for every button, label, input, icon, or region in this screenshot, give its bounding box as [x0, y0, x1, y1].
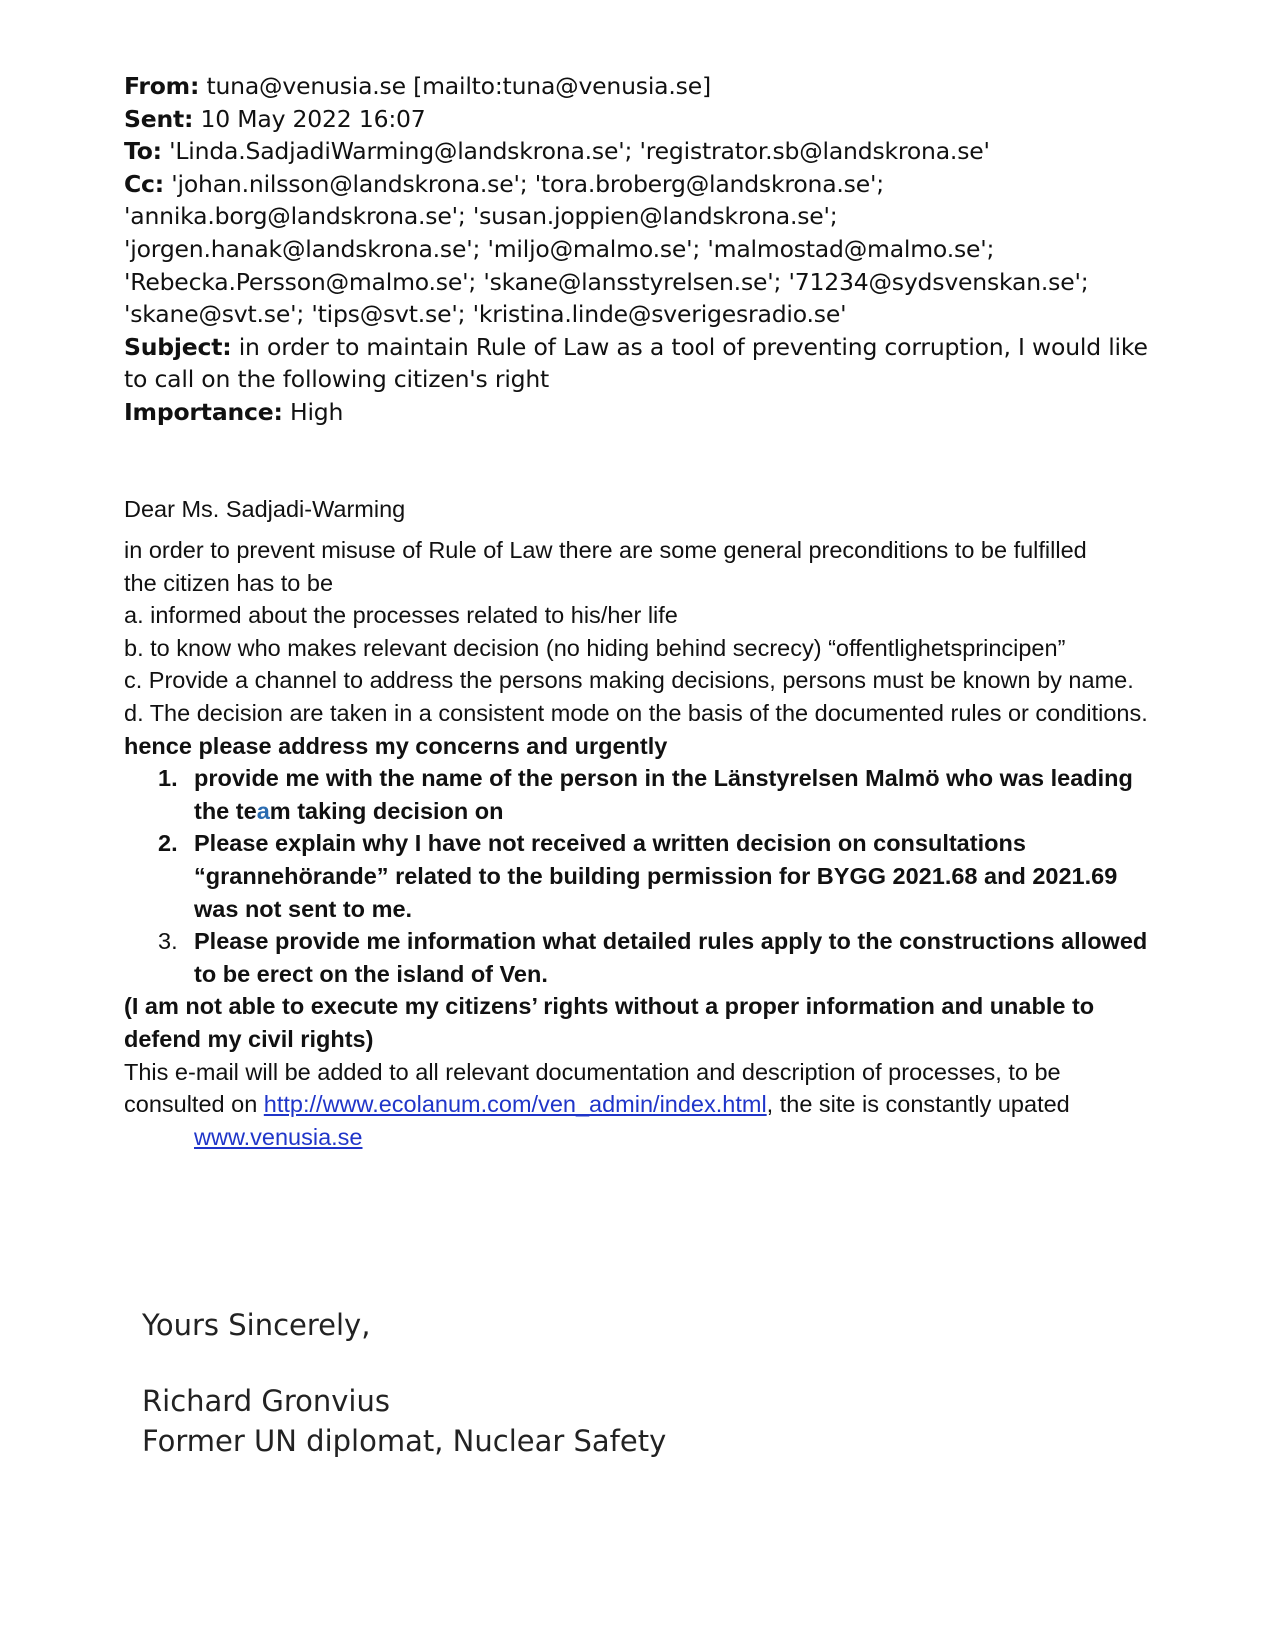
condition-item: d. The decision are taken in a consistent mode on the basis of the documented rules or conditions.	[124, 699, 1148, 726]
closing-text: This e-mail will be added to all relevant documentation and description of processes, to be consulted on	[124, 1058, 1061, 1118]
request-heading: hence please address my concerns and urgently	[124, 732, 668, 759]
condition-item: b. to know who makes relevant decision (no hiding behind secrecy) “offentlighetsprincipen”	[124, 634, 1066, 661]
to-label: To:	[124, 137, 162, 166]
request-text: Please provide me information what detailed rules apply to the constructions allowed to be erect on the island of Ven.	[194, 928, 1148, 987]
request-text: Please explain why I have not received a written decision on consultations “grannehörande” related to the building permission for BYGG 2021.68 and 2021.69 was not sent to me.	[194, 830, 1118, 922]
cc-line	[124, 168, 1164, 201]
request-text-accent: a	[256, 797, 270, 824]
signature-name: Richard Gronvius	[142, 1384, 390, 1418]
cc-value-line: 'annika.borg@landskrona.se'; 'susan.joppien@landskrona.se';	[124, 202, 838, 231]
from-line	[124, 70, 1164, 103]
signature-spacer	[142, 1345, 666, 1381]
intro-paragraph: in order to prevent misuse of Rule of Law there are some general preconditions to be fulfilled	[124, 537, 1087, 563]
signature-block	[142, 1305, 666, 1461]
cc-value-line: 'johan.nilsson@landskrona.se'; 'tora.broberg@landskrona.se';	[171, 169, 884, 198]
subject-value: in order to maintain Rule of Law as a tool of preventing corruption, I would like to call on the following citizen's right	[124, 332, 1148, 394]
signature-title: Former UN diplomat, Nuclear Safety	[142, 1424, 667, 1458]
request-number: 3.	[158, 928, 178, 955]
website-line	[124, 1121, 1164, 1154]
ecolanum-link[interactable]: http://www.ecolanum.com/ven_admin/index.html	[263, 1091, 767, 1118]
citizen-line: the citizen has to be	[124, 569, 334, 596]
from-value: tuna@venusia.se [mailto:tuna@venusia.se]	[206, 72, 711, 100]
sent-label: Sent:	[124, 104, 194, 133]
cc-value-line: 'skane@svt.se'; 'tips@svt.se'; 'kristina.linde@sverigesradio.se'	[124, 300, 847, 329]
request-list	[124, 762, 1164, 990]
closing-paragraph	[124, 1056, 1164, 1121]
request-number: 1.	[158, 765, 178, 792]
cc-value-line: 'Rebecka.Persson@malmo.se'; 'skane@lansstyrelsen.se'; '71234@sydsvenskan.se';	[124, 267, 1089, 296]
cc-value-line: 'jorgen.hanak@landskrona.se'; 'miljo@malmo.se'; 'malmostad@malmo.se';	[124, 234, 995, 263]
request-text: provide me with the name of the person in the Länstyrelsen Malmö who was leading the te	[194, 765, 1133, 824]
email-body	[124, 534, 1164, 1153]
email-header	[124, 70, 1164, 429]
sent-line	[124, 103, 1164, 136]
importance-label: Importance:	[124, 397, 283, 426]
condition-item: a. informed about the processes related to his/her life	[124, 602, 678, 629]
request-item	[124, 762, 1164, 827]
from-label: From:	[124, 72, 200, 100]
to-value: 'Linda.SadjadiWarming@landskrona.se'; 'registrator.sb@landskrona.se'	[169, 137, 990, 166]
to-line	[124, 135, 1164, 168]
cc-label: Cc:	[124, 169, 164, 198]
sent-value: 10 May 2022 16:07	[200, 104, 426, 133]
subject-label: Subject:	[124, 332, 232, 361]
importance-value: High	[289, 397, 344, 426]
greeting: Dear Ms. Sadjadi-Warming	[124, 495, 406, 522]
subject-line	[124, 331, 1164, 396]
venusia-link[interactable]: www.venusia.se	[194, 1123, 363, 1150]
request-item	[124, 925, 1164, 990]
condition-item: c. Provide a channel to address the persons making decisions, persons must be known by name.	[124, 667, 1134, 694]
request-text: m taking decision on	[269, 797, 504, 824]
importance-line	[124, 396, 1164, 429]
signature-closing: Yours Sincerely,	[142, 1308, 371, 1342]
rights-note: (I am not able to execute my citizens’ rights without a proper information and unable to defend my civil rights)	[124, 993, 1095, 1052]
request-number: 2.	[158, 830, 178, 857]
request-item	[124, 827, 1164, 925]
closing-text: , the site is constantly upated	[766, 1091, 1070, 1118]
